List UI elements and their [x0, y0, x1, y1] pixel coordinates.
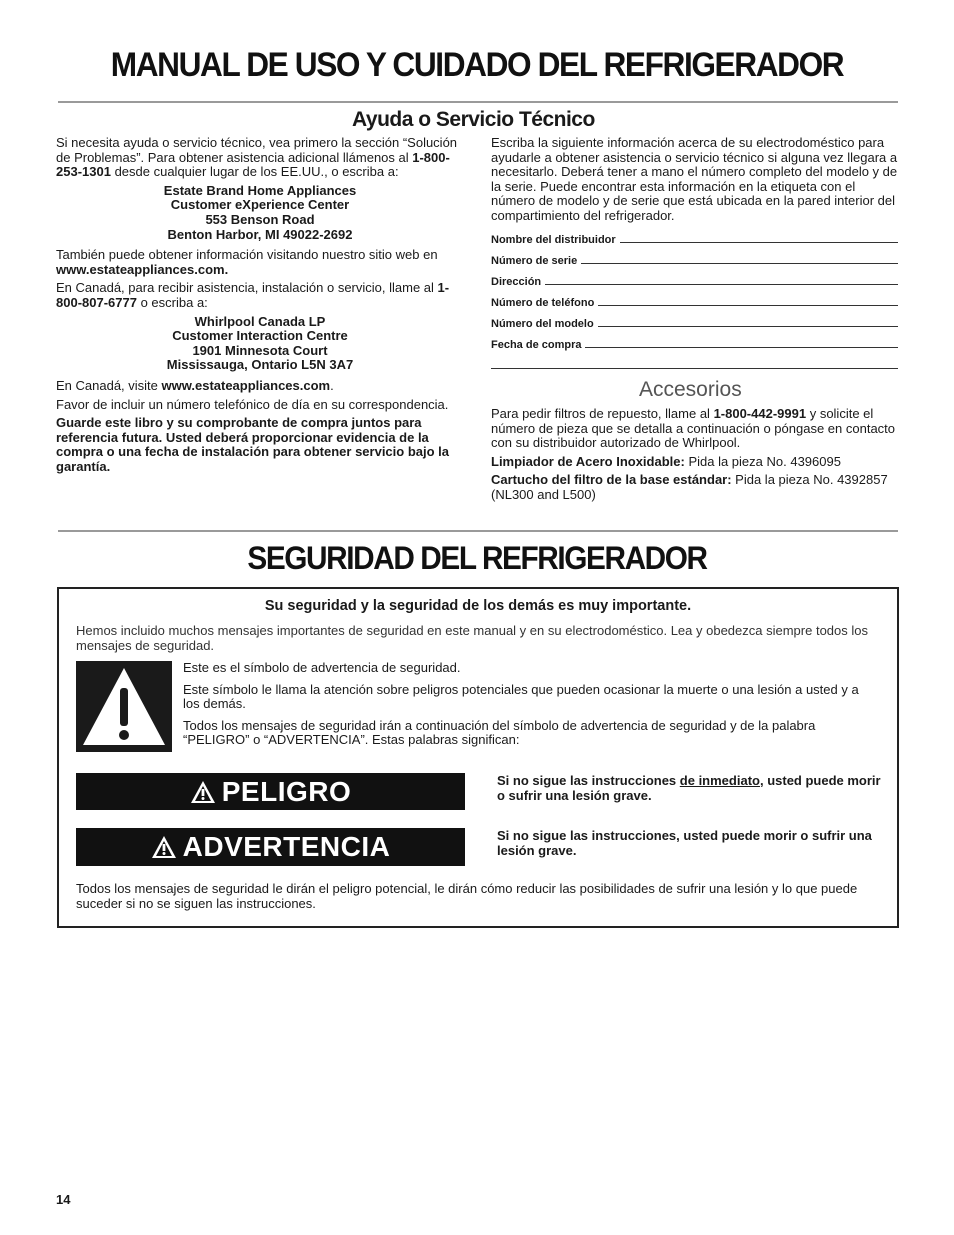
alert-triangle-icon [190, 780, 216, 804]
page-title: MANUAL DE USO Y CUIDADO DEL REFRIGERADOR [110, 46, 844, 84]
symbol-text: Todos los mensajes de seguridad irán a continuación del símbolo de advertencia de seguridad y de la palabra “PELIGRO” o “ADVERTENCIA”. Estas palabras significan: [183, 717, 816, 748]
address-line: Customer eXperience Center [170, 197, 350, 213]
symbol-text: Este es el símbolo de advertencia de seguridad. [183, 660, 461, 675]
canada-address [56, 315, 464, 373]
safety-divider [58, 530, 898, 532]
warning-triangle-icon [76, 661, 172, 752]
symbol-text: Este símbolo le llama la atención sobre peligros potenciales que pueden ocasionar la muerte o una lesión a usted y a los demás. [183, 681, 859, 712]
warning-label: ADVERTENCIA [182, 831, 391, 862]
accessories-intro: Para pedir filtros de repuesto, llame al 1-800-442-9991 y solicite el número de pieza que se detalla a continuación o póngase en contacto con su distribuidor autorizado de Whirlpool. [491, 406, 896, 451]
safety-intro: Hemos incluido muchos mensajes importantes de seguridad en este manual y en su electrodoméstico. Lea y obedezca siempre todos los mensajes de seguridad. [76, 623, 868, 653]
address-line: Benton Harbor, MI 49022-2692 [167, 226, 353, 242]
safety-box [57, 587, 899, 928]
field-distributor[interactable]: Nombre del distribuidor [491, 225, 898, 246]
field-serial[interactable]: Número de serie [491, 246, 898, 267]
canada-note: En Canadá, para recibir asistencia, instalación o servicio, llame al 1-800-807-6777 o escriba a: [56, 280, 450, 310]
website-link[interactable]: www.estateappliances.com. [56, 261, 229, 277]
page-number: 14 [56, 1192, 71, 1207]
address-line: 553 Benson Road [205, 211, 315, 227]
phone-note: Favor de incluir un número telefónico de día en su correspondencia. [56, 396, 449, 412]
field-phone[interactable]: Número de teléfono [491, 288, 898, 309]
record-intro: Escriba la siguiente información acerca de su electrodoméstico para ayudarle a obtener asistencia o servicio técnico si alguna vez llegara a necesitarlo. Deberá tener a mano el número completo del modelo y de la serie. Puede encontrar esta información en la etiqueta con el número de modelo y de serie que está ubicada en la pared interior del compartimiento del refrigerador. [491, 135, 898, 223]
address-line: Mississauga, Ontario L5N 3A7 [166, 357, 354, 373]
address-line: Whirlpool Canada LP [194, 313, 326, 329]
help-section [56, 136, 464, 474]
accessory-item: Limpiador de Acero Inoxidable: Pida la pieza No. 4396095 [491, 453, 841, 469]
field-purchase-date[interactable]: Fecha de compra [491, 330, 898, 351]
accessories-divider [491, 368, 898, 369]
help-heading: Ayuda o Servicio Técnico [352, 108, 595, 131]
address-line: 1901 Minnesota Court [192, 342, 328, 358]
safety-title: SEGURIDAD DEL REFRIGERADOR [247, 540, 707, 576]
danger-banner [76, 773, 465, 810]
alert-triangle-icon [151, 835, 177, 859]
danger-text: Si no sigue las instrucciones de inmediato, usted puede morir o sufrir una lesión grave. [497, 773, 881, 803]
help-intro: Si necesita ayuda o servicio técnico, vea primero la sección “Solución de Problemas”. Para obtener asistencia adicional llámenos al 1-800-253-1301 desde cualquier lugar de los EE.UU., o escriba a: [56, 135, 458, 180]
us-address [56, 184, 464, 242]
accessory-item: Cartucho del filtro de la base estándar: Pida la pieza No. 4392857 (NL300 and L500) [491, 472, 888, 502]
keep-note: Guarde este libro y su comprobante de compra juntos para referencia futura. Usted deberá proporcionar evidencia de la compra o una fecha de instalación para obtener servicio bajo la garantía. [56, 415, 450, 474]
web-note: También puede obtener información visitando nuestro sitio web en www.estateappliances.com. [56, 247, 438, 277]
safety-box-heading: Su seguridad y la seguridad de los demás es muy importante. [264, 598, 692, 614]
title-divider [58, 101, 898, 103]
accessories-heading: Accesorios [639, 378, 742, 401]
symbol-explanation [183, 661, 873, 748]
record-section [491, 136, 898, 351]
danger-label: PELIGRO [221, 775, 352, 807]
accessories-section [491, 407, 898, 503]
address-line: Estate Brand Home Appliances [163, 182, 357, 198]
warning-text: Si no sigue las instrucciones, usted puede morir o sufrir una lesión grave. [497, 828, 872, 858]
warning-banner [76, 828, 465, 866]
address-line: Customer Interaction Centre [172, 328, 348, 344]
field-model[interactable]: Número del modelo [491, 309, 898, 330]
field-address[interactable]: Dirección [491, 267, 898, 288]
safety-footer: Todos los mensajes de seguridad le dirán el peligro potencial, le dirán cómo reducir las posibilidades de sufrir una lesión y lo que puede suceder si no se siguen las instrucciones. [76, 881, 858, 911]
canada-visit: En Canadá, visite www.estateappliances.com. [56, 377, 334, 393]
website-link[interactable]: www.estateappliances.com [161, 377, 331, 393]
record-fields [491, 225, 898, 351]
